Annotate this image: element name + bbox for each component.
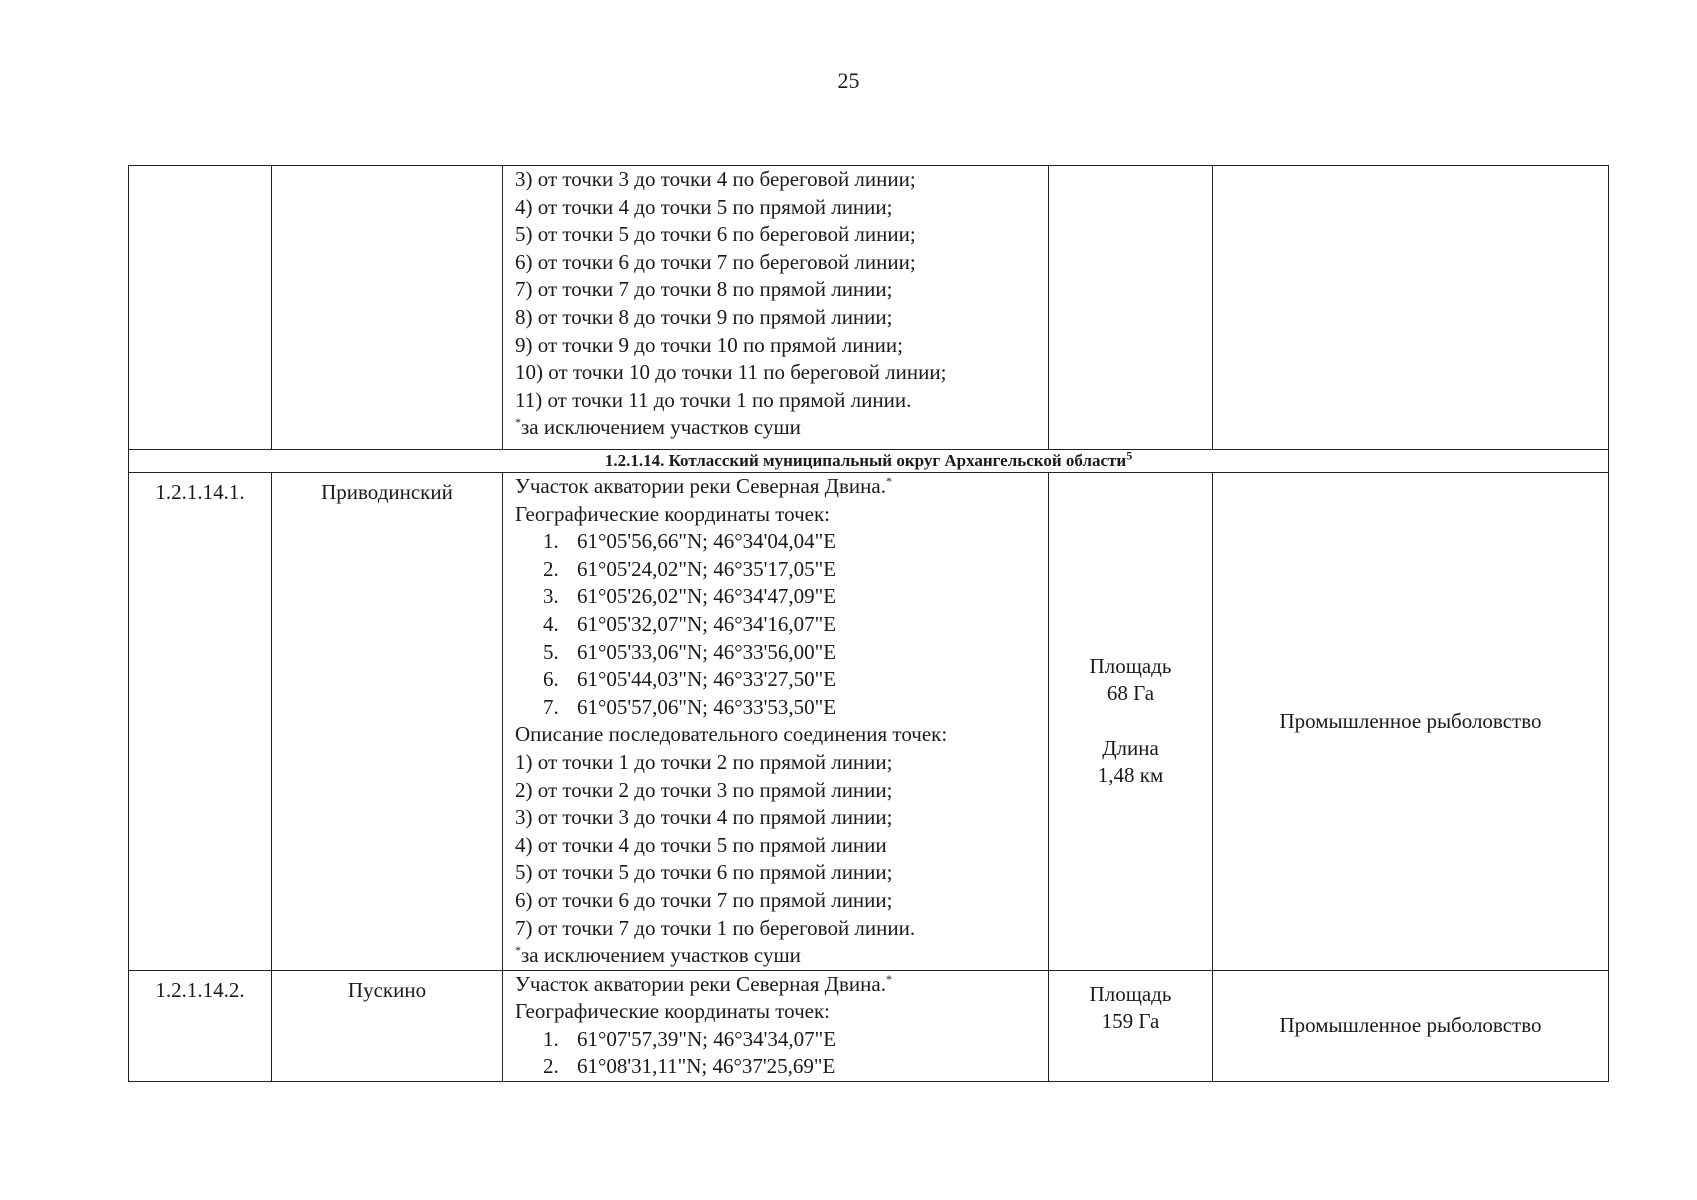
connection-line: 10) от точки 10 до точки 11 по береговой линии; [515,360,947,385]
section-heading-row [129,450,1609,473]
connection-line: 4) от точки 4 до точки 5 по прямой линии; [515,194,893,219]
coordinate-item: 5. 61°05'33,06"N; 46°33'56,00"E [543,639,837,664]
exclusion-note: *за исключением участков суши [515,943,801,968]
area-label: Площадь [1089,981,1172,1006]
section-heading: 1.2.1.14. Котласский муниципальный округ Архангельской области$^5$ [129,450,1609,473]
coordinate-item: 6. 61°05'44,03"N; 46°33'27,50"E [543,667,837,692]
fishing-areas-table [128,165,1609,1082]
connection-line: 11) от точки 11 до точки 1 по прямой линии. [515,387,912,412]
coordinate-item: 1. 61°07'57,39"N; 46°34'34,07"E [543,1026,837,1051]
coordinates-label: Географические координаты точек: [515,501,830,526]
cell-number [129,166,272,450]
cell-name: Приводинский [272,473,503,971]
connection-line: 3) от точки 3 до точки 4 по береговой линии; [515,167,916,191]
coordinate-item: 7. 61°05'57,06"N; 46°33'53,50"E [543,694,837,719]
cell-type [1213,166,1609,450]
connection-line: 7) от точки 7 до точки 1 по береговой линии. [515,915,916,940]
cell-type: Промышленное рыболовство [1213,970,1609,1081]
cell-description [503,473,1049,971]
coordinate-item: 3. 61°05'26,02"N; 46°34'47,09"E [543,584,837,609]
table-row [129,970,1609,1081]
cell-parameters [1049,970,1213,1081]
connection-line: 2) от точки 2 до точки 3 по прямой линии; [515,777,893,802]
exclusion-note: *за исключением участков суши [515,415,801,440]
cell-name [272,166,503,450]
coordinate-item: 4. 61°05'32,07"N; 46°34'16,07"E [543,611,837,636]
connection-label: Описание последовательного соединения точек: [515,722,948,747]
table-row [129,473,1609,971]
connection-line: 5) от точки 5 до точки 6 по прямой линии; [515,860,893,885]
connection-line: 6) от точки 6 до точки 7 по прямой линии; [515,887,893,912]
length-label: Длина [1102,735,1159,760]
connection-line: 7) от точки 7 до точки 8 по прямой линии; [515,277,893,302]
connection-line: 6) от точки 6 до точки 7 по береговой линии; [515,249,916,274]
connection-line: 1) от точки 1 до точки 2 по прямой линии; [515,749,893,774]
area-description: Участок акватории реки Северная Двина.* [515,971,892,996]
connection-line: 8) от точки 8 до точки 9 по прямой линии; [515,304,893,329]
connection-line: 4) от точки 4 до точки 5 по прямой линии [515,832,887,857]
coordinate-item: 1. 61°05'56,66"N; 46°34'04,04"E [543,529,837,554]
cell-number: 1.2.1.14.2. [129,970,272,1081]
connection-line: 3) от точки 3 до точки 4 по прямой линии; [515,805,893,830]
cell-number: 1.2.1.14.1. [129,473,272,971]
coordinate-item: 2. 61°08'31,11"N; 46°37'25,69"E [543,1054,836,1079]
cell-parameters [1049,166,1213,450]
cell-description [503,166,1049,450]
cell-parameters [1049,473,1213,971]
coordinates-label: Географические координаты точек: [515,999,830,1024]
connection-line: 9) от точки 9 до точки 10 по прямой линии; [515,332,903,357]
length-value: 1,48 км [1097,763,1164,788]
area-value: 68 Га [1106,681,1155,706]
connection-line: 5) от точки 5 до точки 6 по береговой линии; [515,222,916,247]
area-description: Участок акватории реки Северная Двина.* [515,474,892,498]
area-value: 159 Га [1101,1009,1160,1034]
coordinate-item: 2. 61°05'24,02"N; 46°35'17,05"E [543,556,837,581]
area-label: Площадь [1089,653,1172,678]
table-row-continuation [129,166,1609,450]
cell-description [503,970,1049,1081]
cell-type: Промышленное рыболовство [1213,473,1609,971]
cell-name: Пускино [272,970,503,1081]
page-number: 25 [837,68,860,93]
